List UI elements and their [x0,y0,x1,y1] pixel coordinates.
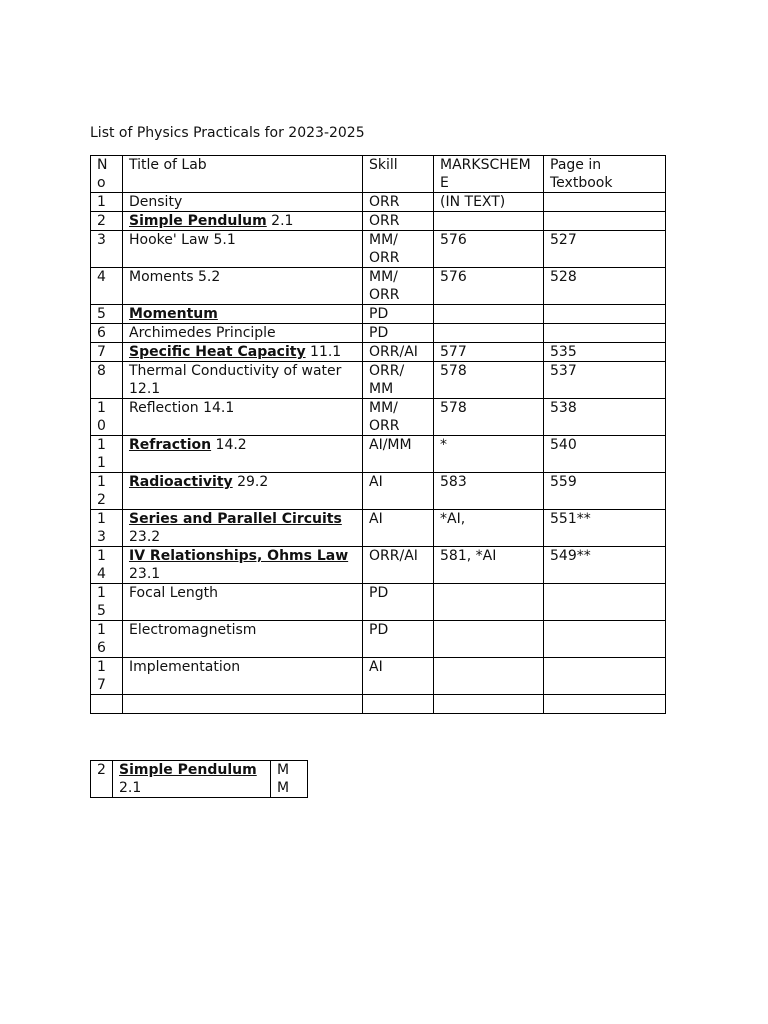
title-bold: Refraction [129,437,212,453]
cell-page [544,621,666,658]
cell-title [123,547,363,584]
cell-no: 3 [91,231,123,268]
cell-markscheme [434,324,544,343]
cell-page [544,212,666,231]
cell-skill: ORR [363,212,434,231]
cell-markscheme: (IN TEXT) [434,193,544,212]
cell-no: 4 [91,268,123,305]
title-rest: Thermal Conductivity of water 12.1 [129,363,342,397]
cell-title [123,268,363,305]
cell-no: 7 [91,343,123,362]
cell-skill: AI [363,658,434,695]
title-bold: Momentum [129,306,218,322]
title-rest: Electromagnetism [129,622,257,638]
cell-markscheme: 581, *AI [434,547,544,584]
cell-title [123,324,363,343]
table-row [91,362,666,399]
header-no: No [91,156,123,193]
cell-title [123,362,363,399]
cell-page [544,193,666,212]
cell-skill: AI [363,510,434,547]
cell-page: 538 [544,399,666,436]
title-rest: 11.1 [305,344,342,360]
cell-page: 528 [544,268,666,305]
cell-skill: PD [363,584,434,621]
cell-page: 551** [544,510,666,547]
cell-title [113,761,271,798]
cell-skill: MM/ ORR [363,268,434,305]
cell-no: 11 [91,436,123,473]
cell-title [123,305,363,324]
table-row [91,343,666,362]
cell-title [123,621,363,658]
header-title: Title of Lab [123,156,363,193]
cell-markscheme: 577 [434,343,544,362]
cell-no: 5 [91,305,123,324]
header-page: Page in Textbook [544,156,666,193]
title-bold: Simple Pendulum [129,213,267,229]
cell-no: 6 [91,324,123,343]
cell-page [544,324,666,343]
table-row [91,436,666,473]
cell-title [123,399,363,436]
cell-markscheme: *AI, [434,510,544,547]
cell-title [123,658,363,695]
title-rest: Reflection 14.1 [129,400,235,416]
title-bold: Specific Heat Capacity [129,344,306,360]
cell-no: 14 [91,547,123,584]
cell-no: 1 [91,193,123,212]
cell-title [123,436,363,473]
title-rest: Archimedes Principle [129,325,276,341]
cell-page: 549** [544,547,666,584]
empty-cell [363,695,434,714]
title-bold: Simple Pendulum [119,762,257,778]
title-bold: IV Relationships, Ohms Law [129,548,349,564]
cell-title [123,343,363,362]
title-rest: 23.1 [129,566,161,582]
title-rest: 29.2 [232,474,269,490]
table-row [91,510,666,547]
cell-markscheme: 576 [434,231,544,268]
practicals-table-body [91,156,666,714]
cell-title [123,212,363,231]
cell-title [123,193,363,212]
table-row [91,268,666,305]
title-rest: Focal Length [129,585,219,601]
header-skill: Skill [363,156,434,193]
cell-markscheme [434,658,544,695]
table-row [91,212,666,231]
title-rest: Implementation [129,659,241,675]
table-row [91,761,308,798]
table-row [91,324,666,343]
practicals-table [90,155,666,714]
cell-skill: PD [363,621,434,658]
cell-skill: ORR [363,193,434,212]
cell-title [123,510,363,547]
table-row [91,305,666,324]
cell-skill: MM [271,761,308,798]
table-row [91,231,666,268]
cell-page [544,305,666,324]
cell-page [544,658,666,695]
cell-skill: MM/ ORR [363,231,434,268]
empty-cell [544,695,666,714]
title-rest: Hooke' Law 5.1 [129,232,236,248]
cell-page: 540 [544,436,666,473]
cell-skill: AI/MM [363,436,434,473]
cell-no: 8 [91,362,123,399]
empty-cell [91,695,123,714]
empty-cell [434,695,544,714]
cell-no: 15 [91,584,123,621]
table-row [91,547,666,584]
cell-title [123,231,363,268]
cell-markscheme: * [434,436,544,473]
cell-markscheme [434,305,544,324]
cell-markscheme: 578 [434,399,544,436]
title-rest: 14.2 [211,437,247,453]
cell-page: 527 [544,231,666,268]
cell-no: 2 [91,761,113,798]
title-rest: Density [129,194,183,210]
title-rest: 2.1 [119,780,142,796]
cell-title [123,584,363,621]
cell-markscheme [434,212,544,231]
cell-skill: ORR/AI [363,343,434,362]
cell-title [123,473,363,510]
cell-markscheme: 578 [434,362,544,399]
cell-no: 17 [91,658,123,695]
cell-skill: MM/ ORR [363,399,434,436]
table-header-row [91,156,666,193]
cell-skill: ORR/AI [363,547,434,584]
empty-row [91,695,666,714]
table-row [91,621,666,658]
cell-skill: PD [363,305,434,324]
title-rest: Moments 5.2 [129,269,221,285]
small-table [90,760,308,798]
cell-page: 559 [544,473,666,510]
cell-no: 10 [91,399,123,436]
cell-page: 535 [544,343,666,362]
cell-page: 537 [544,362,666,399]
cell-no: 12 [91,473,123,510]
table-row [91,193,666,212]
empty-cell [123,695,363,714]
title-bold: Radioactivity [129,474,233,490]
cell-markscheme [434,584,544,621]
cell-skill: ORR/ MM [363,362,434,399]
table-row [91,584,666,621]
title-bold: Series and Parallel Circuits [129,511,342,527]
title-rest: 2.1 [266,213,294,229]
cell-no: 16 [91,621,123,658]
table-row [91,399,666,436]
cell-no: 2 [91,212,123,231]
header-markscheme: MARKSCHEME [434,156,544,193]
cell-markscheme: 576 [434,268,544,305]
cell-page [544,584,666,621]
table-row [91,658,666,695]
cell-skill: PD [363,324,434,343]
cell-markscheme [434,621,544,658]
cell-skill: AI [363,473,434,510]
table-row [91,473,666,510]
document-title: List of Physics Practicals for 2023-2025 [90,125,365,141]
cell-markscheme: 583 [434,473,544,510]
title-rest: 23.2 [129,529,161,545]
cell-no: 13 [91,510,123,547]
